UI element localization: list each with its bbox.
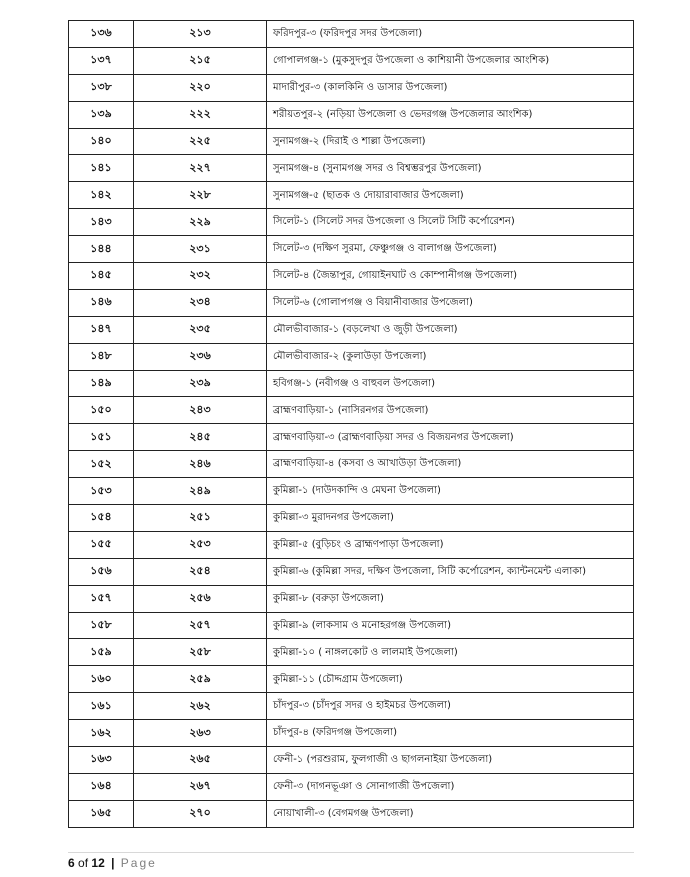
constituency-cell: মাদারীপুর-৩ (কালকিনি ও ডাসার উপজেলা) <box>267 74 634 101</box>
code-cell: ২৩২ <box>134 263 267 290</box>
serial-cell: ১৫৪ <box>69 505 134 532</box>
serial-cell: ১৪৮ <box>69 343 134 370</box>
serial-cell: ১৩৭ <box>69 47 134 74</box>
code-cell: ২৫৮ <box>134 639 267 666</box>
constituency-cell: কুমিল্লা-৩ মুরাদনগর উপজেলা) <box>267 505 634 532</box>
serial-cell: ১৫১ <box>69 424 134 451</box>
table-row <box>69 236 634 263</box>
table-row <box>69 343 634 370</box>
table-row <box>69 155 634 182</box>
code-cell: ২১৩ <box>134 21 267 48</box>
code-cell: ২৬৩ <box>134 720 267 747</box>
code-cell: ২৫৬ <box>134 585 267 612</box>
constituency-cell: সুনামগঞ্জ-২ (দিরাই ও শাল্লা উপজেলা) <box>267 128 634 155</box>
code-cell: ২২২ <box>134 101 267 128</box>
serial-cell: ১৪৯ <box>69 370 134 397</box>
constituency-cell: শরীয়তপুর-২ (নড়িয়া উপজেলা ও ভেদরগঞ্জ উপজেলার আংশিক) <box>267 101 634 128</box>
table-row <box>69 128 634 155</box>
constituency-cell: কুমিল্লা-৬ (কুমিল্লা সদর, দক্ষিণ উপজেলা, সিটি কর্পোরেশন, ক্যান্টনমেন্ট এলাকা) <box>267 558 634 585</box>
code-cell: ২৩৫ <box>134 316 267 343</box>
serial-cell: ১৩৬ <box>69 21 134 48</box>
table-row <box>69 639 634 666</box>
serial-cell: ১৬৩ <box>69 747 134 774</box>
page-label: Page <box>120 856 157 870</box>
serial-cell: ১৫৩ <box>69 478 134 505</box>
table-row <box>69 316 634 343</box>
serial-cell: ১৫৭ <box>69 585 134 612</box>
table-row <box>69 505 634 532</box>
table-row <box>69 531 634 558</box>
table-row <box>69 289 634 316</box>
constituency-cell: গোপালগঞ্জ-১ (মুকসুদপুর উপজেলা ও কাশিয়ানী উপজেলার আংশিক) <box>267 47 634 74</box>
table-body <box>69 21 634 828</box>
code-cell: ২৩৬ <box>134 343 267 370</box>
serial-cell: ১৬৫ <box>69 800 134 827</box>
constituency-cell: ফেনী-১ (পরশুরাম, ফুলগাজী ও ছাগলনাইয়া উপজেলা) <box>267 747 634 774</box>
table-row <box>69 585 634 612</box>
serial-cell: ১৫২ <box>69 451 134 478</box>
table-row <box>69 370 634 397</box>
code-cell: ২৬৭ <box>134 773 267 800</box>
current-page: 6 <box>68 856 75 870</box>
constituency-cell: কুমিল্লা-৮ (বরুড়া উপজেলা) <box>267 585 634 612</box>
constituency-cell: কুমিল্লা-১০ ( নাঙ্গলকোট ও লালমাই উপজেলা) <box>267 639 634 666</box>
constituency-cell: ব্রাহ্মণবাড়িয়া-১ (নাসিরনগর উপজেলা) <box>267 397 634 424</box>
constituency-cell: ফরিদপুর-৩ (ফরিদপুর সদর উপজেলা) <box>267 21 634 48</box>
serial-cell: ১৩৯ <box>69 101 134 128</box>
table-row <box>69 263 634 290</box>
constituency-cell: কুমিল্লা-৫ (বুড়িচং ও ব্রাহ্মণপাড়া উপজেলা) <box>267 531 634 558</box>
table-row <box>69 47 634 74</box>
constituency-table <box>68 20 634 828</box>
serial-cell: ১৬২ <box>69 720 134 747</box>
footer-separator: | <box>111 856 115 870</box>
table-row <box>69 478 634 505</box>
constituency-cell: সিলেট-১ (সিলেট সদর উপজেলা ও সিলেট সিটি কর্পোরেশন) <box>267 209 634 236</box>
constituency-cell: সিলেট-৬ (গোলাপগঞ্জ ও বিয়ানীবাজার উপজেলা) <box>267 289 634 316</box>
footer-divider <box>68 852 634 853</box>
table-row <box>69 773 634 800</box>
serial-cell: ১৫০ <box>69 397 134 424</box>
table-row <box>69 74 634 101</box>
table-row <box>69 424 634 451</box>
table-row <box>69 182 634 209</box>
serial-cell: ১৫৮ <box>69 612 134 639</box>
code-cell: ২৫৭ <box>134 612 267 639</box>
constituency-cell: ব্রাহ্মণবাড়িয়া-৩ (ব্রাহ্মণবাড়িয়া সদর ও বিজয়নগর উপজেলা) <box>267 424 634 451</box>
serial-cell: ১৪৬ <box>69 289 134 316</box>
table-row <box>69 747 634 774</box>
constituency-cell: সুনামগঞ্জ-৫ (ছাতক ও দোয়ারাবাজার উপজেলা) <box>267 182 634 209</box>
constituency-cell: হবিগঞ্জ-১ (নবীগঞ্জ ও বাহুবল উপজেলা) <box>267 370 634 397</box>
code-cell: ২৪৯ <box>134 478 267 505</box>
code-cell: ২৪৩ <box>134 397 267 424</box>
code-cell: ২৬২ <box>134 693 267 720</box>
code-cell: ২৭০ <box>134 800 267 827</box>
serial-cell: ১৪০ <box>69 128 134 155</box>
table-row <box>69 612 634 639</box>
table-row <box>69 209 634 236</box>
serial-cell: ১৪২ <box>69 182 134 209</box>
table-row <box>69 720 634 747</box>
constituency-cell: নোয়াখালী-৩ (বেগমগঞ্জ উপজেলা) <box>267 800 634 827</box>
table-row <box>69 397 634 424</box>
code-cell: ২২৮ <box>134 182 267 209</box>
constituency-cell: কুমিল্লা-৯ (লাকসাম ও মনোহরগঞ্জ উপজেলা) <box>267 612 634 639</box>
constituency-cell: সিলেট-৪ (জৈন্তাপুর, গোয়াইনঘাট ও কোম্পানীগঞ্জ উপজেলা) <box>267 263 634 290</box>
table-row <box>69 451 634 478</box>
total-pages: 12 <box>91 856 105 870</box>
code-cell: ২১৫ <box>134 47 267 74</box>
serial-cell: ১৬০ <box>69 666 134 693</box>
table-row <box>69 666 634 693</box>
constituency-cell: কুমিল্লা-১ (দাউদকান্দি ও মেঘনা উপজেলা) <box>267 478 634 505</box>
table-row <box>69 21 634 48</box>
code-cell: ২৫৩ <box>134 531 267 558</box>
code-cell: ২২০ <box>134 74 267 101</box>
serial-cell: ১৬১ <box>69 693 134 720</box>
serial-cell: ১৫৯ <box>69 639 134 666</box>
code-cell: ২৪৫ <box>134 424 267 451</box>
code-cell: ২৬৫ <box>134 747 267 774</box>
serial-cell: ১৫৬ <box>69 558 134 585</box>
constituency-cell: কুমিল্লা-১১ (চৌদ্দগ্রাম উপজেলা) <box>267 666 634 693</box>
constituency-cell: সুনামগঞ্জ-৪ (সুনামগঞ্জ সদর ও বিশ্বম্ভরপুর উপজেলা) <box>267 155 634 182</box>
table-row <box>69 558 634 585</box>
constituency-cell: ফেনী-৩ (দাগনভূঞা ও সোনাগাজী উপজেলা) <box>267 773 634 800</box>
serial-cell: ১৬৪ <box>69 773 134 800</box>
table-row <box>69 693 634 720</box>
serial-cell: ১৫৫ <box>69 531 134 558</box>
code-cell: ২৪৬ <box>134 451 267 478</box>
serial-cell: ১৪৩ <box>69 209 134 236</box>
code-cell: ২৩৯ <box>134 370 267 397</box>
serial-cell: ১৪১ <box>69 155 134 182</box>
code-cell: ২২৭ <box>134 155 267 182</box>
of-label: of <box>78 856 89 870</box>
page-footer <box>68 856 157 870</box>
serial-cell: ১৩৮ <box>69 74 134 101</box>
code-cell: ২২৫ <box>134 128 267 155</box>
constituency-cell: চাঁদপুর-৩ (চাঁদপুর সদর ও হাইমচর উপজেলা) <box>267 693 634 720</box>
serial-cell: ১৪৪ <box>69 236 134 263</box>
code-cell: ২৩১ <box>134 236 267 263</box>
serial-cell: ১৪৭ <box>69 316 134 343</box>
code-cell: ২৫১ <box>134 505 267 532</box>
table-row <box>69 800 634 827</box>
code-cell: ২৩৪ <box>134 289 267 316</box>
constituency-cell: ব্রাহ্মণবাড়িয়া-৪ (কসবা ও আখাউড়া উপজেলা) <box>267 451 634 478</box>
constituency-cell: মৌলভীবাজার-২ (কুলাউড়া উপজেলা) <box>267 343 634 370</box>
table-row <box>69 101 634 128</box>
constituency-cell: মৌলভীবাজার-১ (বড়লেখা ও জুড়ী উপজেলা) <box>267 316 634 343</box>
code-cell: ২২৯ <box>134 209 267 236</box>
code-cell: ২৫৪ <box>134 558 267 585</box>
constituency-cell: চাঁদপুর-৪ (ফরিদগঞ্জ উপজেলা) <box>267 720 634 747</box>
constituency-cell: সিলেট-৩ (দক্ষিণ সুরমা, ফেঞ্চুগঞ্জ ও বালাগঞ্জ উপজেলা) <box>267 236 634 263</box>
serial-cell: ১৪৫ <box>69 263 134 290</box>
code-cell: ২৫৯ <box>134 666 267 693</box>
